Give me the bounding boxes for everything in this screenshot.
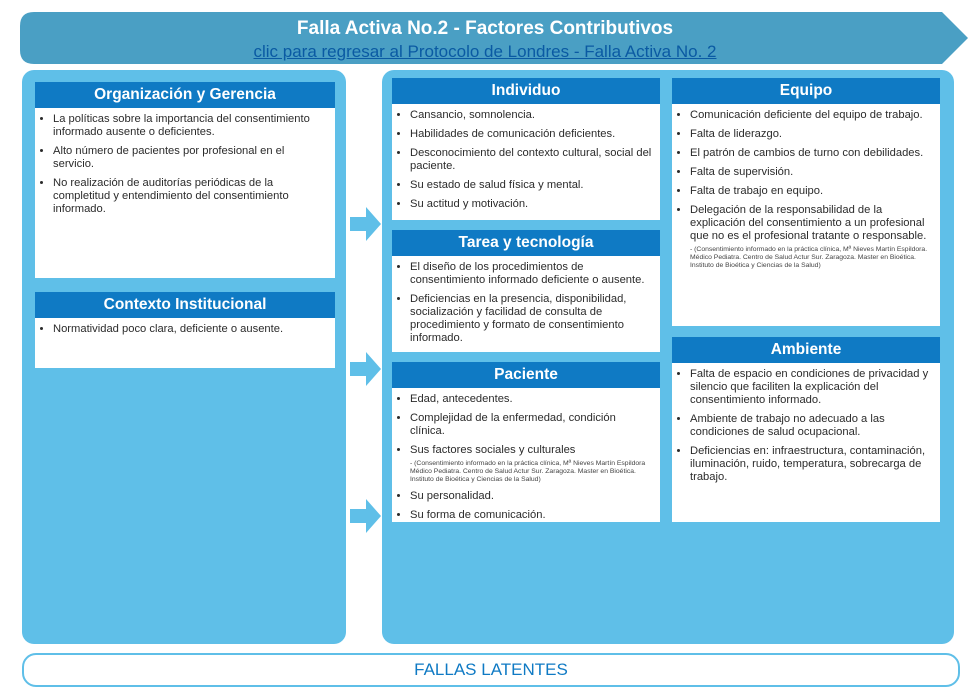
ambiente-title: Ambiente [672, 337, 940, 363]
list-item: • Comunicación deficiente del equipo de trabajo. [690, 109, 933, 122]
contexto-title: Contexto Institucional [35, 292, 335, 318]
paciente-reference: - (Consentimiento informado en la práctica clínica, Mª Nieves Martín Espildora Médico Pediatra. Centro de Salud Actur Sur. Zaragoza. Master en Bioética. Instituto de Bioética y Ciencias de la Salud) [410, 460, 646, 483]
ambiente-list [679, 368, 933, 484]
list-item: • Falta de liderazgo. [690, 128, 933, 141]
fallas-latentes-label: FALLAS LATENTES [22, 653, 960, 687]
individuo-box [392, 78, 660, 220]
equipo-reference: - (Consentimiento informado en la práctica clínica, Mª Nieves Martín Espildora. Médico Pediatra. Centro de Salud Actur Sur. Zaragoza. Master en Bioética. Instituto de Bioética y Ciencias de la Salud) [690, 246, 928, 269]
list-item: • Su actitud y motivación. [410, 198, 653, 211]
list-item: • Sus factores sociales y culturales [410, 444, 653, 457]
list-item: • Habilidades de comunicación deficientes. [410, 128, 653, 141]
list-item: • Falta de supervisión. [690, 166, 933, 179]
arrow-right-icon [350, 499, 382, 533]
list-item: • Su personalidad. [410, 490, 653, 503]
list-item: • Deficiencias en: infraestructura, contaminación, iluminación, ruido, temperatura, sobrecarga de trabajo. [690, 445, 933, 484]
tarea-list [399, 261, 653, 345]
list-item: • Falta de trabajo en equipo. [690, 185, 933, 198]
list-item: • La políticas sobre la importancia del consentimiento informado ausente o deficientes. [53, 113, 328, 139]
back-to-protocol-link[interactable]: clic para regresar al Protocolo de Londres - Falla Activa No. 2 [253, 42, 717, 61]
title-banner [20, 12, 970, 64]
list-item: • Edad, antecedentes. [410, 393, 653, 406]
list-item: • Ambiente de trabajo no adecuado a las condiciones de salud ocupacional. [690, 413, 933, 439]
arrow-right-icon [350, 207, 382, 241]
list-item: • Falta de espacio en condiciones de privacidad y silencio que faciliten la explicación del consentimiento informado. [690, 368, 933, 407]
organizacion-box [35, 82, 335, 278]
individuo-title: Individuo [392, 78, 660, 104]
individuo-list [399, 109, 653, 211]
paciente-list [399, 393, 653, 522]
list-item: • Alto número de pacientes por profesional en el servicio. [53, 145, 328, 171]
list-item: • Su forma de comunicación. [410, 509, 653, 522]
tarea-title: Tarea y tecnología [392, 230, 660, 256]
list-item: • Deficiencias en la presencia, disponibilidad, socialización y facilidad de consulta de procedimiento y formato de consentimiento informado. [410, 293, 653, 345]
organizacion-title: Organización y Gerencia [35, 82, 335, 108]
list-item: • Cansancio, somnolencia. [410, 109, 653, 122]
equipo-title: Equipo [672, 78, 940, 104]
equipo-box [672, 78, 940, 326]
contexto-list [42, 323, 328, 336]
organizacion-list [42, 113, 328, 216]
list-item: • Desconocimiento del contexto cultural, social del paciente. [410, 147, 653, 173]
list-item: • Su estado de salud física y mental. [410, 179, 653, 192]
paciente-box [392, 362, 660, 522]
ambiente-box [672, 337, 940, 522]
list-item: • Normatividad poco clara, deficiente o ausente. [53, 323, 328, 336]
list-item: • Complejidad de la enfermedad, condición clínica. [410, 412, 653, 438]
paciente-title: Paciente [392, 362, 660, 388]
contexto-box [35, 292, 335, 368]
tarea-box [392, 230, 660, 352]
list-item: • El diseño de los procedimientos de consentimiento informado deficiente o ausente. [410, 261, 653, 287]
list-item: • El patrón de cambios de turno con debilidades. [690, 147, 933, 160]
list-item: • Delegación de la responsabilidad de la explicación del consentimiento a un profesional que no es el profesional tratante o responsable. [690, 204, 933, 243]
page-title: Falla Activa No.2 - Factores Contributivos [296, 18, 674, 39]
equipo-list [679, 109, 933, 270]
list-item: • No realización de auditorías periódicas de la completitud y entendimiento del consentimiento informado. [53, 177, 328, 216]
arrow-right-icon [350, 352, 382, 386]
